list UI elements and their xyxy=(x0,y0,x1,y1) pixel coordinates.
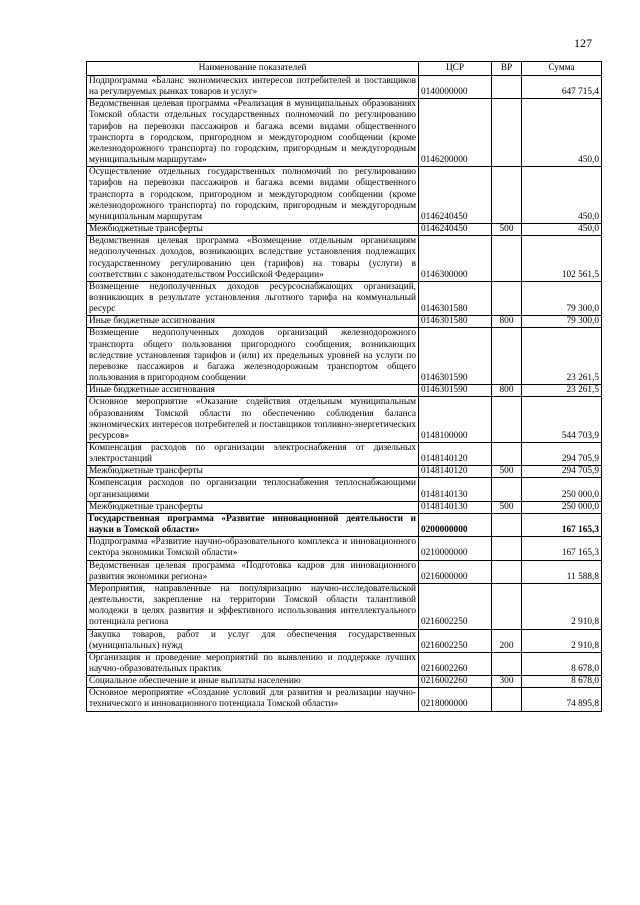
cell-name: Ведомственная целевая программа «Возмещение отдельным организациям недополученных доходов, возникающих вследствие установления подлежащих государственному регулированию цен (тарифов) на товары (услуги) в соответствии с законодательством Российской Федерации» xyxy=(87,236,419,282)
cell-sum: 450,0 xyxy=(522,167,602,224)
cell-name: Основное мероприятие «Создание условий для развития и реализации научно-технического и инновационного потенциала Томской области» xyxy=(87,688,419,711)
table-row xyxy=(87,560,602,583)
cell-vr xyxy=(492,281,522,315)
cell-vr xyxy=(492,583,522,629)
cell-sum: 102 561,5 xyxy=(522,236,602,282)
cell-name: Ведомственная целевая программа «Подготовка кадров для инновационного развития экономики региона» xyxy=(87,560,419,583)
header-name: Наименование показателей xyxy=(87,62,419,76)
cell-sum: 74 895,8 xyxy=(522,688,602,711)
cell-vr xyxy=(492,99,522,167)
cell-sum: 544 703,9 xyxy=(522,397,602,443)
cell-csr: 0216002260 xyxy=(419,676,492,688)
cell-sum: 647 715,4 xyxy=(522,76,602,99)
cell-vr: 500 xyxy=(492,466,522,478)
cell-csr: 0146240450 xyxy=(419,224,492,236)
cell-sum: 8 678,0 xyxy=(522,676,602,688)
table-row xyxy=(87,537,602,560)
table-row xyxy=(87,224,602,236)
cell-vr: 800 xyxy=(492,385,522,397)
cell-name: Межбюджетные трансферты xyxy=(87,501,419,513)
cell-name: Подпрограмма «Баланс экономических интересов потребителей и поставщиков на регулируемых рынках товаров и услуг» xyxy=(87,76,419,99)
table-row xyxy=(87,478,602,501)
cell-vr xyxy=(492,328,522,385)
cell-csr: 0216002250 xyxy=(419,583,492,629)
cell-name: Организация и проведение мероприятий по выявлению и поддержке лучших научно-образовательных практик xyxy=(87,652,419,675)
cell-sum: 294 705,9 xyxy=(522,443,602,466)
cell-csr: 0200000000 xyxy=(419,513,492,536)
table-row xyxy=(87,466,602,478)
table-row xyxy=(87,688,602,711)
cell-vr xyxy=(492,76,522,99)
cell-name: Социальное обеспечение и иные выплаты населению xyxy=(87,676,419,688)
cell-sum: 8 678,0 xyxy=(522,652,602,675)
table-row xyxy=(87,397,602,443)
budget-table xyxy=(86,61,602,712)
cell-csr: 0146300000 xyxy=(419,236,492,282)
page-number: 127 xyxy=(574,36,592,50)
table-row xyxy=(87,385,602,397)
cell-csr: 0146240450 xyxy=(419,167,492,224)
cell-vr xyxy=(492,652,522,675)
cell-vr xyxy=(492,478,522,501)
table-row xyxy=(87,652,602,675)
cell-vr: 500 xyxy=(492,501,522,513)
cell-csr: 0148100000 xyxy=(419,397,492,443)
cell-sum: 450,0 xyxy=(522,99,602,167)
cell-csr: 0148140130 xyxy=(419,478,492,501)
cell-csr: 0146301590 xyxy=(419,385,492,397)
cell-sum: 250 000,0 xyxy=(522,501,602,513)
cell-sum: 294 705,9 xyxy=(522,466,602,478)
cell-name: Иные бюджетные ассигнования xyxy=(87,385,419,397)
cell-sum: 23 261,5 xyxy=(522,328,602,385)
cell-vr: 500 xyxy=(492,224,522,236)
cell-name: Закупка товаров, работ и услуг для обеспечения государственных (муниципальных) нужд xyxy=(87,629,419,652)
table-header-row xyxy=(87,62,602,76)
cell-sum: 250 000,0 xyxy=(522,478,602,501)
cell-vr xyxy=(492,236,522,282)
table-row xyxy=(87,629,602,652)
table-row xyxy=(87,99,602,167)
cell-vr xyxy=(492,167,522,224)
cell-name: Государственная программа «Развитие инновационной деятельности и науки в Томской области» xyxy=(87,513,419,536)
cell-sum: 11 588,8 xyxy=(522,560,602,583)
table-row xyxy=(87,583,602,629)
cell-sum: 167 165,3 xyxy=(522,537,602,560)
cell-name: Компенсация расходов по организации теплоснабжения теплоснабжающими организациями xyxy=(87,478,419,501)
cell-csr: 0148140120 xyxy=(419,443,492,466)
cell-csr: 0216000000 xyxy=(419,560,492,583)
cell-vr: 800 xyxy=(492,316,522,328)
cell-vr xyxy=(492,688,522,711)
cell-sum: 2 910,8 xyxy=(522,629,602,652)
cell-csr: 0216002250 xyxy=(419,629,492,652)
cell-sum: 167 165,3 xyxy=(522,513,602,536)
cell-vr xyxy=(492,397,522,443)
cell-name: Осуществление отдельных государственных полномочий по регулированию тарифов на перевозки пассажиров и багажа всеми видами общественного транспорта в городском, пригородном и междугородном сообщении (кроме железнодорожного транспорта) по городским, пригородным и междугородным муниципальным маршрутам xyxy=(87,167,419,224)
cell-name: Основное мероприятие «Оказание содействия отдельным муниципальным образованиям Томской области по обеспечению соблюдения баланса экономических интересов потребителей и поставщиков топливно-энергетических ресурсов» xyxy=(87,397,419,443)
table-row xyxy=(87,316,602,328)
header-vr: ВР xyxy=(492,62,522,76)
cell-name: Возмещение недополученных доходов ресурсоснабжающих организаций, возникающих в результате установления льготного тарифа на коммунальный ресурс xyxy=(87,281,419,315)
cell-vr: 300 xyxy=(492,676,522,688)
header-csr: ЦСР xyxy=(419,62,492,76)
cell-name: Межбюджетные трансферты xyxy=(87,224,419,236)
table-row xyxy=(87,328,602,385)
cell-name: Подпрограмма «Развитие научно-образовательного комплекса и инновационного сектора экономики Томской области» xyxy=(87,537,419,560)
cell-vr xyxy=(492,560,522,583)
cell-sum: 79 300,0 xyxy=(522,281,602,315)
table-body xyxy=(87,76,602,712)
cell-sum: 79 300,0 xyxy=(522,316,602,328)
cell-name: Мероприятия, направленные на популяризацию научно-исследовательской деятельности, закрепление на территории Томской области талантливой молодежи в целях развития и эффективного использования интеллектуального потенциала региона xyxy=(87,583,419,629)
cell-vr: 200 xyxy=(492,629,522,652)
table-row xyxy=(87,76,602,99)
cell-csr: 0140000000 xyxy=(419,76,492,99)
table-row xyxy=(87,513,602,536)
cell-csr: 0148140130 xyxy=(419,501,492,513)
header-sum: Сумма xyxy=(522,62,602,76)
cell-sum: 450,0 xyxy=(522,224,602,236)
cell-name: Межбюджетные трансферты xyxy=(87,466,419,478)
cell-sum: 23 261,5 xyxy=(522,385,602,397)
table-row xyxy=(87,281,602,315)
cell-vr xyxy=(492,537,522,560)
cell-sum: 2 910,8 xyxy=(522,583,602,629)
table-row xyxy=(87,676,602,688)
cell-name: Иные бюджетные ассигнования xyxy=(87,316,419,328)
cell-csr: 0148140120 xyxy=(419,466,492,478)
cell-name: Возмещение недополученных доходов организаций железнодорожного транспорта общего пользования пригородного сообщения, возникающих вследствие установления тарифов и (или) их предельных уровней на услуги по перевозке пассажиров и багажа железнодорожным транспортом общего пользования в пригородном сообщении xyxy=(87,328,419,385)
table-row xyxy=(87,236,602,282)
cell-name: Ведомственная целевая программа «Реализация в муниципальных образованиях Томской области отдельных государственных полномочий по регулированию тарифов на перевозки пассажиров и багажа всеми видами общественного транспорта в городском, пригородном и междугородном сообщении (кроме железнодорожного транспорта) по городским, пригородным и междугородным муниципальным маршрутам» xyxy=(87,99,419,167)
table-row xyxy=(87,501,602,513)
table-row xyxy=(87,167,602,224)
cell-csr: 0146200000 xyxy=(419,99,492,167)
cell-name: Компенсация расходов по организации электроснабжения от дизельных электростанций xyxy=(87,443,419,466)
cell-vr xyxy=(492,513,522,536)
cell-vr xyxy=(492,443,522,466)
table-row xyxy=(87,443,602,466)
cell-csr: 0146301580 xyxy=(419,281,492,315)
cell-csr: 0146301590 xyxy=(419,328,492,385)
cell-csr: 0216002260 xyxy=(419,652,492,675)
cell-csr: 0210000000 xyxy=(419,537,492,560)
cell-csr: 0146301580 xyxy=(419,316,492,328)
cell-csr: 0218000000 xyxy=(419,688,492,711)
